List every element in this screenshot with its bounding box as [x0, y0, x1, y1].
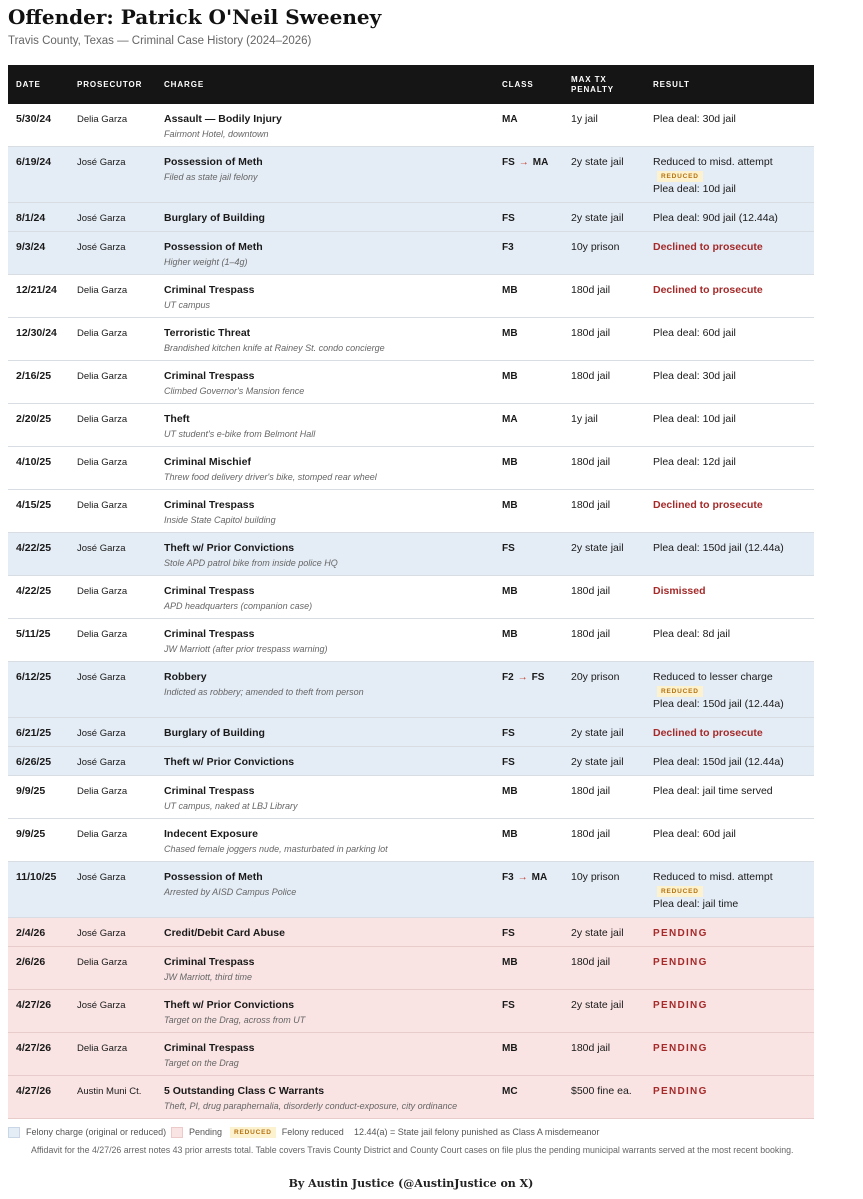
case-prosecutor: Delia Garza: [77, 114, 128, 125]
charge-note: Inside State Capitol building: [164, 515, 276, 525]
table-row: [8, 862, 814, 918]
class-code: MB: [502, 457, 518, 468]
case-class: [502, 327, 518, 340]
charge-note: Fairmont Hotel, downtown: [164, 129, 269, 139]
result-outcome: Plea deal: 150d jail (12.44a): [653, 698, 784, 710]
case-result: Plea deal: 8d jail: [653, 628, 731, 640]
case-prosecutor: Delia Garza: [77, 586, 128, 597]
case-class: [502, 1042, 518, 1055]
case-result: Declined to prosecute: [653, 727, 763, 739]
table-row: [8, 361, 814, 404]
case-max-penalty: 180d jail: [571, 327, 611, 339]
legend-pending: [171, 1125, 222, 1139]
charge-name: Criminal Trespass: [164, 956, 255, 968]
class-code: MB: [502, 371, 518, 382]
class-code: MB: [502, 829, 518, 840]
case-prosecutor: Austin Muni Ct.: [77, 1086, 142, 1097]
case-charge: [164, 956, 254, 984]
class-code: MB: [502, 586, 518, 597]
case-charge: [164, 212, 265, 225]
class-code: FS: [502, 543, 515, 554]
case-result: Dismissed: [653, 585, 706, 597]
case-result: Declined to prosecute: [653, 499, 763, 511]
charge-name: Theft: [164, 413, 190, 425]
case-max-penalty: 180d jail: [571, 499, 611, 511]
case-class: [502, 628, 518, 641]
case-class: [502, 113, 518, 126]
legend-reduced-label: Felony reduced: [281, 1127, 344, 1137]
charge-note: Chased female joggers nude, masturbated in parking lot: [164, 844, 388, 854]
case-class: [502, 756, 515, 769]
class-code: FS: [502, 213, 515, 224]
table-row: [8, 918, 814, 947]
header-penalty-line2: PENALTY: [571, 84, 615, 94]
case-date: 4/10/25: [16, 456, 52, 468]
charge-note: Brandished kitchen knife at Rainey St. condo concierge: [164, 343, 385, 353]
case-date: 2/6/26: [16, 956, 46, 968]
case-max-penalty: 10y prison: [571, 241, 620, 253]
class-code: MB: [502, 285, 518, 296]
case-class: [502, 212, 515, 225]
class-code: MA: [502, 414, 518, 425]
table-row: [8, 203, 814, 232]
charge-name: Terroristic Threat: [164, 327, 251, 339]
table-header: [8, 65, 814, 104]
case-prosecutor: José Garza: [77, 872, 126, 883]
case-date: 12/30/24: [16, 327, 57, 339]
charge-note: Indicted as robbery; amended to theft from person: [164, 687, 364, 697]
case-class: [502, 499, 518, 512]
case-result: [653, 871, 773, 911]
case-max-penalty: 180d jail: [571, 956, 611, 968]
case-prosecutor: Delia Garza: [77, 457, 128, 468]
table-row: [8, 576, 814, 619]
case-date: 9/9/25: [16, 828, 46, 840]
table-row: [8, 718, 814, 747]
case-class: [502, 871, 547, 884]
class-code: F3: [502, 872, 514, 883]
case-class: [502, 999, 515, 1012]
result-outcome: Plea deal: jail time: [653, 898, 739, 910]
case-date: 2/16/25: [16, 370, 52, 382]
charge-name: Criminal Trespass: [164, 284, 255, 296]
charge-name: Credit/Debit Card Abuse: [164, 927, 285, 939]
charge-name: Criminal Trespass: [164, 370, 255, 382]
case-result: PENDING: [653, 928, 708, 939]
charge-note: Climbed Governor's Mansion fence: [164, 386, 305, 396]
table-row: [8, 490, 814, 533]
case-max-penalty: $500 fine ea.: [571, 1085, 632, 1097]
case-charge: [164, 871, 296, 899]
case-class: [502, 370, 518, 383]
case-date: 6/21/25: [16, 727, 52, 739]
reduced-badge: REDUCED: [657, 686, 703, 697]
case-charge: [164, 671, 364, 699]
charge-note: Arrested by AISD Campus Police: [164, 887, 297, 897]
case-max-penalty: 2y state jail: [571, 156, 624, 168]
reduced-badge-wrap: [653, 684, 784, 698]
case-charge: [164, 284, 254, 312]
case-prosecutor: Delia Garza: [77, 1043, 128, 1054]
table-row: [8, 147, 814, 203]
class-code: MB: [502, 500, 518, 511]
case-max-penalty: 20y prison: [571, 671, 620, 683]
case-result: Plea deal: 60d jail: [653, 828, 736, 840]
table-row: [8, 318, 814, 361]
case-date: 11/10/25: [16, 871, 57, 883]
reduced-badge-wrap: [653, 884, 773, 898]
case-prosecutor: José Garza: [77, 928, 126, 939]
charge-note: UT student's e-bike from Belmont Hall: [164, 429, 316, 439]
case-date: 4/27/26: [16, 1085, 52, 1097]
case-date: 6/26/25: [16, 756, 52, 768]
case-prosecutor: José Garza: [77, 157, 126, 168]
case-max-penalty: 1y jail: [571, 113, 598, 125]
class-code: MA: [502, 114, 518, 125]
byline: By Austin Justice (@AustinJustice on X): [288, 1177, 534, 1190]
case-prosecutor: Delia Garza: [77, 328, 128, 339]
case-date: 2/4/26: [16, 927, 46, 939]
case-result: Declined to prosecute: [653, 241, 763, 253]
table-row: [8, 947, 814, 990]
case-date: 6/12/25: [16, 671, 52, 683]
header-result: RESULT: [653, 79, 690, 89]
case-max-penalty: 180d jail: [571, 284, 611, 296]
case-result: Plea deal: 12d jail: [653, 456, 736, 468]
case-charge: [164, 1085, 457, 1113]
header-charge: CHARGE: [164, 79, 205, 89]
header-penalty-line1: MAX TX: [571, 74, 607, 84]
case-charge: [164, 727, 265, 740]
charge-name: Criminal Trespass: [164, 585, 255, 597]
case-date: 2/20/25: [16, 413, 52, 425]
case-charge: [164, 785, 298, 813]
case-result: Plea deal: 30d jail: [653, 113, 736, 125]
table-row: [8, 232, 814, 275]
charge-name: Theft w/ Prior Convictions: [164, 999, 295, 1011]
case-history-table: [8, 65, 814, 1119]
charge-name: Robbery: [164, 671, 207, 683]
case-max-penalty: 180d jail: [571, 1042, 611, 1054]
case-max-penalty: 180d jail: [571, 585, 611, 597]
result-reduction: Reduced to lesser charge: [653, 671, 773, 683]
page-subtitle: Travis County, Texas — Criminal Case History (2024–2026): [8, 35, 312, 47]
case-max-penalty: 180d jail: [571, 456, 611, 468]
case-result: Declined to prosecute: [653, 284, 763, 296]
header-prosecutor: PROSECUTOR: [77, 79, 143, 89]
class-code: MC: [502, 1086, 518, 1097]
charge-note: Target on the Drag: [164, 1058, 239, 1068]
case-class: [502, 284, 518, 297]
table-row: [8, 776, 814, 819]
case-prosecutor: Delia Garza: [77, 957, 128, 968]
case-date: 4/27/26: [16, 999, 52, 1011]
case-prosecutor: José Garza: [77, 728, 126, 739]
charge-name: Possession of Meth: [164, 871, 263, 883]
case-prosecutor: José Garza: [77, 213, 126, 224]
class-code: MB: [502, 957, 518, 968]
charge-name: Criminal Trespass: [164, 628, 255, 640]
case-prosecutor: Delia Garza: [77, 371, 128, 382]
case-result: Plea deal: 150d jail (12.44a): [653, 542, 784, 554]
charge-note: Target on the Drag, across from UT: [164, 1015, 306, 1025]
case-max-penalty: 180d jail: [571, 370, 611, 382]
legend-note: [354, 1125, 599, 1139]
charge-name: Indecent Exposure: [164, 828, 258, 840]
case-max-penalty: 2y state jail: [571, 756, 624, 768]
case-class: [502, 1085, 518, 1098]
case-date: 4/27/26: [16, 1042, 52, 1054]
table-body: [8, 104, 814, 1119]
class-code: FS: [502, 757, 515, 768]
case-charge: [164, 756, 294, 769]
class-code: F2: [502, 672, 514, 683]
case-result: [653, 156, 773, 196]
case-prosecutor: Delia Garza: [77, 786, 128, 797]
case-max-penalty: 2y state jail: [571, 927, 624, 939]
case-class: [502, 241, 514, 254]
table-row: [8, 447, 814, 490]
case-result: Plea deal: jail time served: [653, 785, 773, 797]
charge-note: JW Marriott (after prior trespass warning): [164, 644, 328, 654]
charge-name: Criminal Trespass: [164, 499, 255, 511]
case-charge: [164, 370, 304, 398]
case-prosecutor: Delia Garza: [77, 285, 128, 296]
legend-felony-label: Felony charge (original or reduced): [26, 1127, 167, 1137]
case-result: Plea deal: 60d jail: [653, 327, 736, 339]
case-date: 5/11/25: [16, 628, 51, 640]
legend-felony-swatch: [8, 1127, 20, 1138]
case-class: [502, 727, 515, 740]
class-reduced-arrow-icon: →: [517, 872, 528, 883]
table-row: [8, 990, 814, 1033]
class-code: MB: [502, 629, 518, 640]
case-charge: [164, 456, 377, 484]
case-charge: [164, 327, 385, 355]
footnote: Affidavit for the 4/27/26 arrest notes 43 prior arrests total. Table covers Travis County District and County Court cases on file plus the pending municipal warrants served at the most recent booking.: [31, 1145, 794, 1155]
table-row: [8, 1076, 814, 1119]
table-row: [8, 104, 814, 147]
header-class: CLASS: [502, 79, 534, 89]
header-penalty: [571, 65, 614, 104]
case-charge: [164, 585, 312, 613]
case-date: 4/22/25: [16, 542, 52, 554]
legend-note-text: 12.44(a) = State jail felony punished as Class A misdemeanor: [354, 1127, 600, 1137]
case-charge: [164, 1042, 254, 1070]
case-charge: [164, 413, 315, 441]
charge-note: Threw food delivery driver's bike, stomped rear wheel: [164, 472, 377, 482]
table-row: [8, 533, 814, 576]
case-charge: [164, 241, 263, 269]
class-code-reduced: MA: [532, 157, 549, 168]
case-date: 6/19/24: [16, 156, 52, 168]
table-row: [8, 819, 814, 862]
case-class: [502, 456, 518, 469]
charge-name: Criminal Trespass: [164, 1042, 255, 1054]
case-class: [502, 542, 515, 555]
case-class: [502, 156, 548, 169]
legend-reduced: [230, 1125, 344, 1139]
case-max-penalty: 2y state jail: [571, 727, 624, 739]
table-row: [8, 747, 814, 776]
case-charge: [164, 927, 285, 940]
case-result: PENDING: [653, 1043, 708, 1054]
class-code-reduced: MA: [531, 872, 548, 883]
case-charge: [164, 499, 276, 527]
legend-pending-label: Pending: [189, 1127, 223, 1137]
case-class: [502, 828, 518, 841]
case-date: 9/3/24: [16, 241, 46, 253]
charge-name: Criminal Trespass: [164, 785, 255, 797]
case-result: Plea deal: 90d jail (12.44a): [653, 212, 778, 224]
class-code: FS: [502, 928, 515, 939]
charge-name: Criminal Mischief: [164, 456, 251, 468]
class-code: F3: [502, 242, 514, 253]
case-class: [502, 927, 515, 940]
case-prosecutor: Delia Garza: [77, 414, 128, 425]
charge-note: Higher weight (1–4g): [164, 257, 248, 267]
table-row: [8, 619, 814, 662]
case-max-penalty: 180d jail: [571, 628, 611, 640]
case-result: Plea deal: 10d jail: [653, 413, 736, 425]
case-class: [502, 585, 518, 598]
case-max-penalty: 2y state jail: [571, 999, 624, 1011]
case-prosecutor: José Garza: [77, 757, 126, 768]
charge-note: UT campus, naked at LBJ Library: [164, 801, 298, 811]
case-max-penalty: 180d jail: [571, 785, 611, 797]
case-prosecutor: Delia Garza: [77, 829, 128, 840]
case-max-penalty: 10y prison: [571, 871, 620, 883]
legend-reduced-badge: REDUCED: [230, 1127, 276, 1138]
class-code: MB: [502, 786, 518, 797]
case-max-penalty: 2y state jail: [571, 212, 624, 224]
case-result: [653, 671, 784, 711]
reduced-badge: REDUCED: [657, 171, 703, 182]
charge-name: 5 Outstanding Class C Warrants: [164, 1085, 325, 1097]
class-code: MB: [502, 1043, 518, 1054]
table-row: [8, 275, 814, 318]
charge-name: Burglary of Building: [164, 727, 265, 739]
case-date: 8/1/24: [16, 212, 46, 224]
charge-note: Stole APD patrol bike from inside police HQ: [164, 558, 338, 568]
case-result: PENDING: [653, 957, 708, 968]
page-title: Offender: Patrick O'Neil Sweeney: [8, 5, 382, 29]
case-result: Plea deal: 30d jail: [653, 370, 736, 382]
case-charge: [164, 828, 388, 856]
charge-note: JW Marriott, third time: [164, 972, 253, 982]
class-code-reduced: FS: [531, 672, 545, 683]
case-result: PENDING: [653, 1086, 708, 1097]
table-row: [8, 662, 814, 718]
class-reduced-arrow-icon: →: [517, 672, 528, 683]
case-charge: [164, 156, 263, 184]
charge-note: Theft, PI, drug paraphernalia, disorderly conduct-exposure, city ordinance: [164, 1101, 458, 1111]
case-charge: [164, 113, 282, 141]
case-prosecutor: Delia Garza: [77, 500, 128, 511]
result-outcome: Plea deal: 10d jail: [653, 183, 736, 195]
case-class: [502, 785, 518, 798]
charge-note: APD headquarters (companion case): [164, 601, 313, 611]
result-reduction: Reduced to misd. attempt: [653, 871, 773, 883]
case-charge: [164, 542, 338, 570]
legend-felony: [8, 1125, 166, 1139]
reduced-badge: REDUCED: [657, 886, 703, 897]
case-max-penalty: 2y state jail: [571, 542, 624, 554]
class-code: FS: [502, 157, 515, 168]
case-class: [502, 671, 544, 684]
case-date: 4/22/25: [16, 585, 52, 597]
case-date: 4/15/25: [16, 499, 52, 511]
case-date: 9/9/25: [16, 785, 46, 797]
case-date: 12/21/24: [16, 284, 57, 296]
case-prosecutor: José Garza: [77, 672, 126, 683]
case-class: [502, 956, 518, 969]
class-code: FS: [502, 728, 515, 739]
charge-name: Theft w/ Prior Convictions: [164, 756, 295, 768]
reduced-badge-wrap: [653, 169, 773, 183]
table-row: [8, 1033, 814, 1076]
charge-name: Assault — Bodily Injury: [164, 113, 282, 125]
case-prosecutor: José Garza: [77, 242, 126, 253]
case-result: PENDING: [653, 1000, 708, 1011]
case-prosecutor: José Garza: [77, 543, 126, 554]
case-date: 5/30/24: [16, 113, 52, 125]
charge-name: Burglary of Building: [164, 212, 265, 224]
charge-name: Possession of Meth: [164, 156, 263, 168]
charge-note: Filed as state jail felony: [164, 172, 258, 182]
charge-name: Theft w/ Prior Convictions: [164, 542, 295, 554]
case-max-penalty: 1y jail: [571, 413, 598, 425]
case-max-penalty: 180d jail: [571, 828, 611, 840]
case-charge: [164, 628, 328, 656]
class-code: FS: [502, 1000, 515, 1011]
header-date: DATE: [16, 79, 41, 89]
charge-name: Possession of Meth: [164, 241, 263, 253]
result-reduction: Reduced to misd. attempt: [653, 156, 773, 168]
class-code: MB: [502, 328, 518, 339]
case-prosecutor: José Garza: [77, 1000, 126, 1011]
case-class: [502, 413, 518, 426]
case-result: Plea deal: 150d jail (12.44a): [653, 756, 784, 768]
charge-note: UT campus: [164, 300, 211, 310]
class-reduced-arrow-icon: →: [518, 157, 529, 168]
case-charge: [164, 999, 305, 1027]
table-row: [8, 404, 814, 447]
legend-pending-swatch: [171, 1127, 183, 1138]
case-prosecutor: Delia Garza: [77, 629, 128, 640]
